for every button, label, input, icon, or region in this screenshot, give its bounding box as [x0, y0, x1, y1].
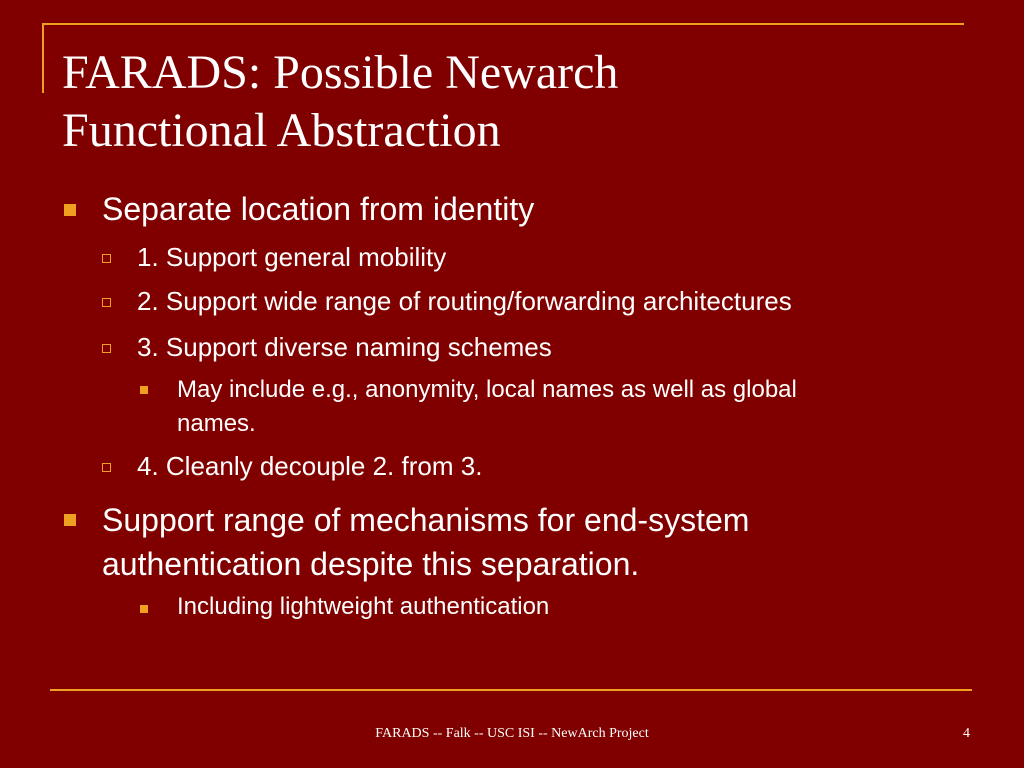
title-frame-top-rule [42, 23, 964, 25]
bullet-level3-line-2: names. [177, 410, 256, 437]
bullet-level3-item: Including lightweight authentication [177, 593, 550, 620]
square-bullet-icon [64, 514, 76, 526]
bullet-level3-line-1: May include e.g., anonymity, local names as well as global [177, 376, 797, 403]
hollow-square-bullet-icon [102, 463, 111, 472]
bullet-level1-line-1: Support range of mechanisms for end-system [102, 502, 750, 538]
bullet-level1-line-2: authentication despite this separation. [102, 546, 640, 582]
hollow-square-bullet-icon [102, 254, 111, 263]
title-frame-left-rule [42, 23, 44, 93]
bullet-level1-item [102, 498, 749, 586]
slide-title [62, 44, 962, 160]
square-bullet-icon [140, 386, 148, 394]
hollow-square-bullet-icon [102, 344, 111, 353]
page-number: 4 [963, 726, 970, 741]
footer-text: FARADS -- Falk -- USC ISI -- NewArch Project [375, 726, 649, 741]
footer-rule [50, 689, 972, 691]
slide-title-line-2: Functional Abstraction [62, 104, 501, 157]
bullet-level2-item: 2. Support wide range of routing/forwarding architectures [137, 286, 792, 316]
bullet-level2-item: 1. Support general mobility [137, 242, 447, 272]
slide-title-line-1: FARADS: Possible Newarch [62, 46, 619, 99]
bullet-level1-item: Separate location from identity [102, 191, 535, 227]
bullet-level2-item: 3. Support diverse naming schemes [137, 332, 552, 362]
bullet-level3-item [177, 373, 797, 441]
square-bullet-icon [140, 605, 148, 613]
square-bullet-icon [64, 204, 76, 216]
bullet-level2-item: 4. Cleanly decouple 2. from 3. [137, 451, 483, 481]
hollow-square-bullet-icon [102, 298, 111, 307]
